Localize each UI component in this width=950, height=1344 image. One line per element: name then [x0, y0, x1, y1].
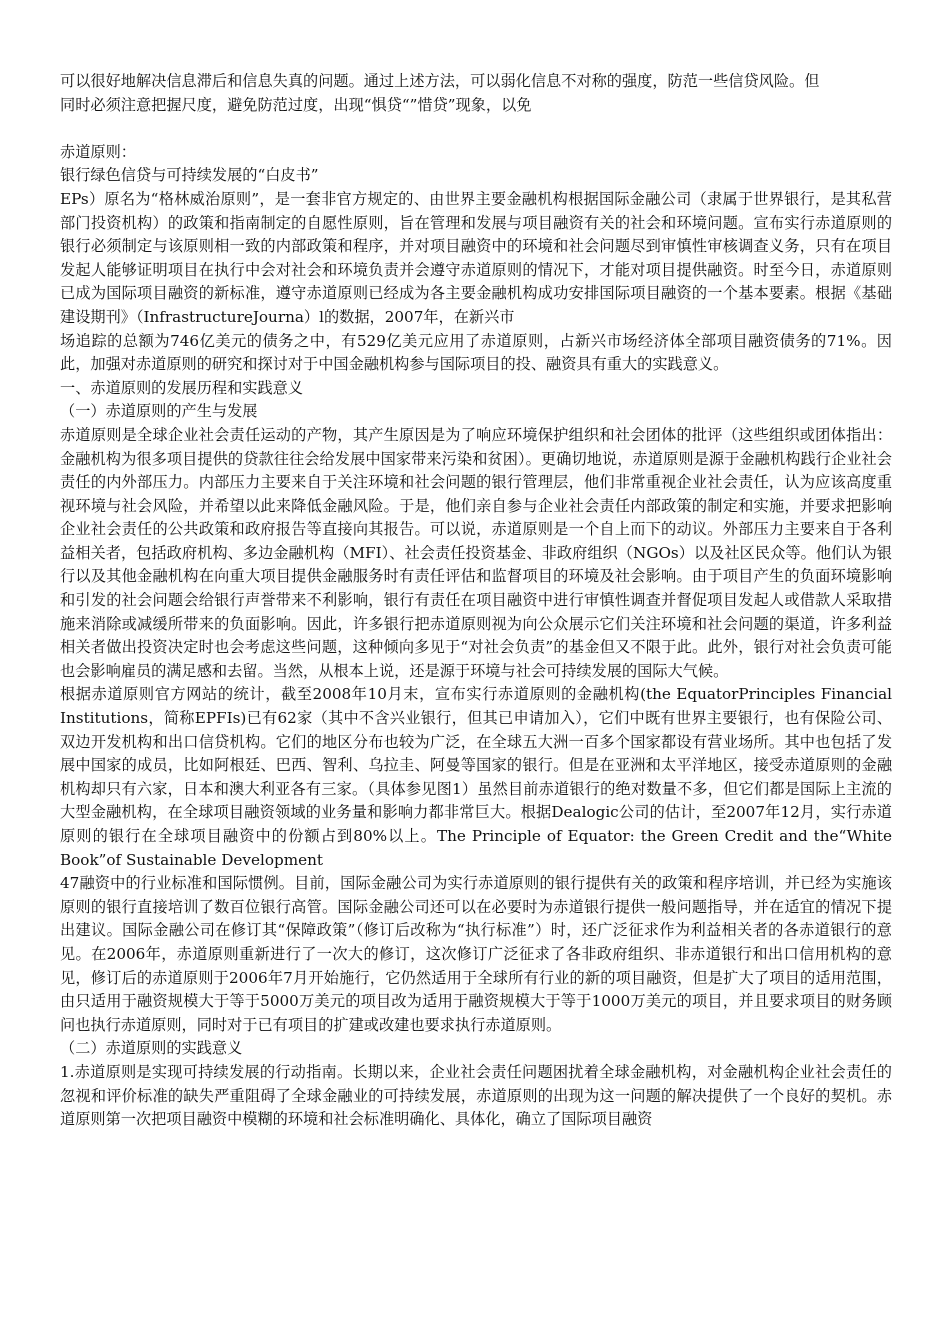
document-title: 银行绿色信贷与可持续发展的“白皮书” [60, 166, 319, 185]
subsection-heading: （一）赤道原则的产生与发展 [60, 402, 258, 421]
subsection-heading: （二）赤道原则的实践意义 [60, 1039, 243, 1058]
document-page [60, 70, 892, 1132]
paragraph: 47融资中的行业标准和国际惯例。目前，国际金融公司为实行赤道原则的银行提供有关的政策和程序培训，并已经为实施该原则的银行直接培训了数百位银行高管。国际金融公司还可以在必要时为赤道银行提供一般问题指导，并在适宜的情况下提出建议。国际金融公司在修订其“保障政策”（修订后改称为“执行标准”）时，还广泛征求作为利益相关者的各赤道银行的意见。在2006年，赤道原则重新进行了一次大的修订，这次修订广泛征求了各非政府组织、非赤道银行和出口信用机构的意见，修订后的赤道原则于2006年7月开始施行，它仍然适用于全球所有行业的新的项目融资，但是扩大了项目的适用范围，由只适用于融资规模大于等于5000万美元的项目改为适用于融资规模大于等于1000万美元的项目，并且要求项目的财务顾问也执行赤道原则，同时对于已有项目的扩建或改建也要求执行赤道原则。 [60, 874, 892, 1034]
paragraph: EPs）原名为“格林威治原则”，是一套非官方规定的、由世界主要金融机构根据国际金融公司（隶属于世界银行，是其私营部门投资机构）的政策和指南制定的自愿性原则，旨在管理和发展与项目融资有关的社会和环境问题。宣布实行赤道原则的银行必须制定与该原则相一致的内部政策和程序，并对项目融资中的环境和社会问题尽到审慎性审核调查义务，只有在项目发起人能够证明项目在执行中会对社会和环境负责并会遵守赤道原则的情况下，才能对项目提供融资。时至今日，赤道原则已成为国际项目融资的新标准，遵守赤道原则已经成为各主要金融机构成功安排国际项目融资的一个基本要素。根据《基础建设期刊》（InfrastructureJourna）l的数据，2007年，在新兴市 [60, 189, 892, 326]
paragraph: 根据赤道原则官方网站的统计，截至2008年10月末，宣布实行赤道原则的金融机构(the EquatorPrinciples Financial Institutions，简称EPFIs)已有62家（其中不含兴业银行，但其已申请加入），它们中既有世界主要银行，也有保险公司、双边开发机构和出口信贷机构。它们的地区分布也较为广泛，在全球五大洲一百多个国家都设有营业场所。其中也包括了发展中国家的成员，比如阿根廷、巴西、智利、乌拉圭、阿曼等国家的银行。但是在亚洲和太平洋地区，接受赤道原则的金融机构却只有六家，日本和澳大利亚各有三家。（具体参见图1）虽然目前赤道银行的绝对数量不多，但它们都是国际上主流的大型金融机构，在全球项目融资领域的业务量和影响力都非常巨大。根据Dealogic公司的估计，至2007年12月，实行赤道原则的银行在全球项目融资中的份额占到80%以上。The Principle of Equator: the Green Credit and the“White Book”of Sustainable Development [60, 685, 892, 869]
paragraph: 可以很好地解决信息滞后和信息失真的问题。通过上述方法，可以弱化信息不对称的强度，防范一些信贷风险。但 [60, 72, 820, 90]
paragraph: 同时必须注意把握尺度，避免防范过度，出现“惧贷“”惜贷”现象，以免 [60, 95, 532, 114]
paragraph: 1.赤道原则是实现可持续发展的行动指南。长期以来，企业社会责任问题困扰着全球金融机构，对金融机构企业社会责任的忽视和评价标准的缺失严重阻碍了全球金融业的可持续发展，赤道原则的出现为这一问题的解决提供了一个良好的契机。赤道原则第一次把项目融资中模糊的环境和社会标准明确化、具体化，确立了国际项目融资 [60, 1062, 892, 1129]
paragraph: 赤道原则是全球企业社会责任运动的产物，其产生原因是为了响应环境保护组织和社会团体的批评（这些组织或团体指出：金融机构为很多项目提供的贷款往往会给发展中国家带来污染和贫困）。更确切地说，赤道原则是源于金融机构践行企业社会责任的内外部压力。内部压力主要来自于关注环境和社会问题的银行管理层，他们非常重视企业社会责任，认为应该高度重视环境与社会风险，并希望以此来降低金融风险。于是，他们亲自参与企业社会责任内部政策的制定和实施，并要求把影响企业社会责任的公共政策和政府报告等直接向其报告。可以说，赤道原则是一个自上而下的动议。外部压力主要来自于各利益相关者，包括政府机构、多边金融机构（MFI）、社会责任投资基金、非政府组织（NGOs）以及社区民众等。他们认为银行以及其他金融机构在向重大项目提供金融服务时有责任评估和监督项目的环境及社会影响。由于项目产生的负面环境影响和引发的社会问题会给银行声誉带来不利影响，银行有责任在项目融资中进行审慎性调查并督促项目发起人或借款人采取措施来消除或减缓所带来的负面影响。因此，许多银行把赤道原则视为向公众展示它们关注环境和社会问题的渠道，许多利益相关者做出投资决定时也会考虑这些问题，这种倾向多见于“对社会负责”的基金但又不限于此。此外，银行对社会负责可能也会影响雇员的满足感和去留。当然，从根本上说，还是源于环境与社会可持续发展的国际大气候。 [60, 425, 892, 680]
section-heading: 一、赤道原则的发展历程和实践意义 [60, 378, 303, 397]
blank-line [60, 117, 892, 141]
paragraph: 场追踪的总额为746亿美元的债务之中，有529亿美元应用了赤道原则，占新兴市场经济体全部项目融资债务的71%。因此，加强对赤道原则的研究和探讨对于中国金融机构参与国际项目的投、融资具有重大的实践意义。 [60, 331, 892, 374]
section-label: 赤道原则： [60, 142, 136, 161]
